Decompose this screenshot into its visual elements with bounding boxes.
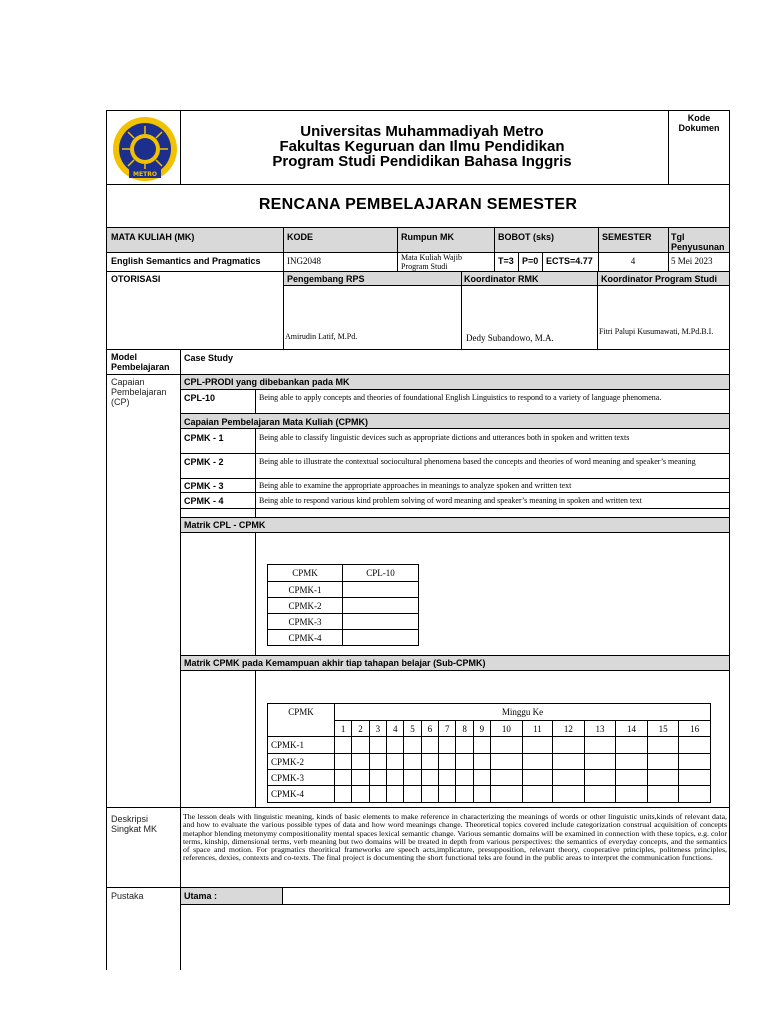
week-cell: 6 <box>421 721 438 737</box>
cpmk-1-text: Being able to classify linguistic devices such as appropriate dictions and utterances both in spoken and written texts <box>259 433 630 442</box>
cpl-heading: CPL-PRODI yang dibebankan pada MK <box>184 377 350 387</box>
tgl-label: Tgl Penyusunan <box>671 232 725 252</box>
deskripsi-label: Deskripsi Singkat MK <box>111 814 158 834</box>
koordinator-prodi-name: Fitri Palupi Kusumawati, M.Pd.B.I. <box>599 327 714 336</box>
model-label: Model Pembelajaran <box>111 352 170 372</box>
matrik1-heading: Matrik CPL - CPMK <box>184 520 266 530</box>
matrik1-row: CPMK-2 <box>268 598 343 614</box>
program-name: Program Studi Pendidikan Bahasa Inggris <box>272 153 572 170</box>
university-logo <box>111 116 179 182</box>
bobot-label: BOBOT (sks) <box>498 232 555 242</box>
week-cell: 15 <box>647 721 679 737</box>
bobot-t: T=3 <box>498 256 514 266</box>
matrik-sub-cpmk-table <box>267 703 711 803</box>
logo-bottom-text: METRO <box>133 171 157 178</box>
pengembang-label: Pengembang RPS <box>287 274 365 284</box>
mk-label: MATA KULIAH (MK) <box>111 232 195 242</box>
cpmk-1-code: CPMK - 1 <box>184 433 224 443</box>
matrik1-col1: CPMK <box>268 565 343 582</box>
cpmk-2-text: Being able to illustrate the contextual sociocultural phenomena based the concepts and theories of word meaning and speaker’s meaning <box>259 457 696 466</box>
semester-label: SEMESTER <box>602 232 652 242</box>
week-cell: 10 <box>491 721 523 737</box>
week-cell: 8 <box>456 721 473 737</box>
cpmk-4-code: CPMK - 4 <box>184 496 224 506</box>
matrik1-row: CPMK-3 <box>268 614 343 630</box>
course-rumpun: Mata Kuliah Wajib Program Studi <box>401 253 462 271</box>
course-code: ING2048 <box>287 256 321 266</box>
week-cell: 16 <box>679 721 711 737</box>
kode-dokumen-label: Kode Dokumen <box>678 113 720 133</box>
week-cell: 13 <box>584 721 616 737</box>
week-cell: 9 <box>473 721 490 737</box>
matrik-cpl-cpmk-table <box>267 564 419 646</box>
kode-label: KODE <box>287 232 314 242</box>
pustaka-label: Pustaka <box>111 891 144 901</box>
pengembang-name: Amirudin Latif, M.Pd. <box>285 332 358 341</box>
course-date: 5 Mei 2023 <box>671 256 713 266</box>
cpl-text: Being able to apply concepts and theories of foundational English Linguistics to respond to a variety of language phenomena. <box>259 393 662 402</box>
university-name: Universitas Muhammadiyah Metro <box>300 123 544 140</box>
faculty-name: Fakultas Keguruan dan Ilmu Pendidikan <box>279 138 565 155</box>
model-value: Case Study <box>184 353 234 363</box>
koordinator-prodi-label: Koordinator Program Studi <box>601 274 718 284</box>
matrik2-col1: CPMK <box>268 704 335 737</box>
cpmk-4-text: Being able to respond various kind problem solving of word meaning and speaker’s meaning in spoken and written text <box>259 496 642 505</box>
otorisasi-label: OTORISASI <box>111 274 161 284</box>
matrik2-row: CPMK-2 <box>268 754 335 770</box>
matrik2-heading: Matrik CPMK pada Kemampuan akhir tiap tahapan belajar (Sub-CPMK) <box>184 658 486 668</box>
pustaka-utama: Utama : <box>184 891 218 901</box>
matrik2-row: CPMK-3 <box>268 770 335 786</box>
document-title: RENCANA PEMBELAJARAN SEMESTER <box>258 196 578 213</box>
koordinator-rmk-name: Dedy Subandowo, M.A. <box>466 333 554 343</box>
bobot-p: P=0 <box>522 256 539 266</box>
cpmk-3-code: CPMK - 3 <box>184 481 224 491</box>
bobot-ects: ECTS=4.77 <box>546 256 593 266</box>
cpmk-2-code: CPMK - 2 <box>184 457 224 467</box>
week-cell: 5 <box>404 721 421 737</box>
matrik2-row: CPMK-4 <box>268 786 335 803</box>
deskripsi-text: The lesson deals with linguistic meaning, kinds of basic elements to make reference in characterizing the meanings of words or other linguistic units,kinds of relevant data, and how to evaluate the various possible types of data and how word meanings change. Theoretical topics covered include categorization construal acquisition of concepts metaphor blending metonymy compositionality mental spaces lexical semantic change. Various semantic domains will be examined in connection with these topics, e.g. color terms, kinship, dimensional terms, verb meaning but two domains will be treated in depth from various perspectives: the semantics of everyday concepts, and the semantics of space and motion. For pragmatics theoritical frameworks are speech acts,implicature, presupposition, relevant theory, cooperative principles, politeness principles, references, dexies, contexts and co-texts. The final project is documenting the short functional teks are found in the public areas to interpret the communication functions. <box>183 812 727 863</box>
matrik1-row: CPMK-1 <box>268 582 343 598</box>
matrik1-col2: CPL-10 <box>343 565 419 582</box>
matrik2-minggu: Minggu Ke <box>335 704 711 721</box>
koordinator-rmk-label: Koordinator RMK <box>464 274 539 284</box>
matrik2-row: CPMK-1 <box>268 737 335 754</box>
week-cell: 12 <box>553 721 585 737</box>
matrik1-row: CPMK-4 <box>268 630 343 646</box>
week-cell: 3 <box>369 721 386 737</box>
course-name: English Semantics and Pragmatics <box>111 256 261 266</box>
week-cell: 1 <box>335 721 352 737</box>
rumpun-label: Rumpun MK <box>401 232 454 242</box>
cp-label: Capaian Pembelajaran (CP) <box>111 377 167 407</box>
cpmk-heading: Capaian Pembelajaran Mata Kuliah (CPMK) <box>184 417 369 427</box>
cpmk-3-text: Being able to examine the appropriate approaches in meanings to analyze spoken and written text <box>259 481 572 490</box>
week-cell: 14 <box>616 721 648 737</box>
week-cell: 4 <box>387 721 404 737</box>
week-cell: 11 <box>522 721 553 737</box>
week-cell: 2 <box>352 721 369 737</box>
cpl-code: CPL-10 <box>184 393 216 403</box>
course-semester: 4 <box>630 256 636 266</box>
week-cell: 7 <box>439 721 456 737</box>
